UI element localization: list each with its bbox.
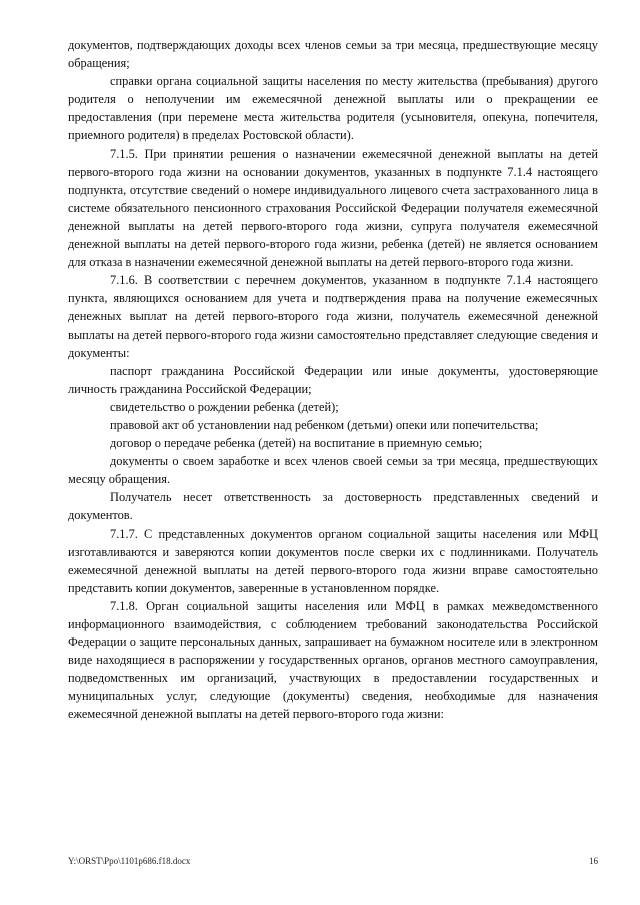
paragraph-continuation: документов, подтверждающих доходы всех членов семьи за три месяца, предшествующие месяцу обращения; (68, 38, 598, 71)
list-item-birth-certificate: свидетельство о рождении ребенка (детей); (110, 399, 339, 414)
footer-file-path: Y:\ORST\Ppo\1101p686.f18.docx (68, 856, 191, 866)
page-number: 16 (589, 856, 598, 866)
paragraph-responsibility: Получатель несет ответственность за достоверность представленных сведений и документов. (68, 490, 598, 523)
paragraph-spravki: справки органа социальной защиты населения по месту жительства (пребывания) другого родителя о неполучении им ежемесячной денежной выплаты или о прекращении ее предоставления (при перемене места жительства родителя (усыновителя, опекуна, попечителя, приемного родителя) в пределах Ростовской области). (68, 74, 598, 143)
paragraph-7-1-7: 7.1.7. С представленных документов органом социальной защиты населения или МФЦ изготавливаются и заверяются копии документов после сверки их с подлинниками. Получатель ежемесячной денежной выплаты на детей первого-второго года жизни вправе самостоятельно представить копии документов, заверенные в установленном порядке. (68, 526, 598, 595)
document-body (68, 36, 598, 724)
list-item-passport: паспорт гражданина Российской Федерации или иные документы, удостоверяющие личность гражданина Российской Федерации; (68, 363, 598, 396)
list-item-guardianship-act: правовой акт об установлении над ребенком (детьми) опеки или попечительства; (110, 417, 539, 432)
paragraph-7-1-8: 7.1.8. Орган социальной защиты населения или МФЦ в рамках межведомственного информационного взаимодействия, с соблюдением требований законодательства Российской Федерации о защите персональных данных, запрашивает на бумажном носителе или в электронном виде находящиеся в распоряжении у государственных органов, органов местного самоуправления, подведомственных им организаций, участвующих в предоставлении государственных и муниципальных услуг, следующие (документы) сведения, необходимые для назначения ежемесячной денежной выплаты на детей первого-второго года жизни: (68, 598, 598, 722)
paragraph-7-1-6: 7.1.6. В соответствии с перечнем документов, указанном в подпункте 7.1.4 настоящего пункта, являющихся основанием для учета и подтверждения права на получение ежемесячных денежных выплат на детей первого-второго года жизни, получатель ежемесячной денежной выплаты на детей первого-второго года жизни самостоятельно представляет следующие сведения и документы: (68, 273, 598, 360)
paragraph-7-1-5: 7.1.5. При принятии решения о назначении ежемесячной денежной выплаты на детей первого-второго года жизни на основании документов, указанных в подпункте 7.1.4 настоящего подпункта, отсутствие сведений о номере индивидуального лицевого счета застрахованного лица в системе обязательного пенсионного страхования Российской Федерации получателя ежемесячной денежной выплаты на детей первого-второго года жизни, супруга получателя ежемесячной денежной выплаты на детей первого-второго года жизни, ребенка (детей) не является основанием для отказа в назначении ежемесячной денежной выплаты на детей первого-второго года жизни. (68, 146, 598, 270)
list-item-foster-agreement: договор о передаче ребенка (детей) на воспитание в приемную семью; (110, 436, 483, 451)
list-item-income-documents: документы о своем заработке и всех членов своей семьи за три месяца, предшествующих месяцу обращения. (68, 454, 598, 487)
